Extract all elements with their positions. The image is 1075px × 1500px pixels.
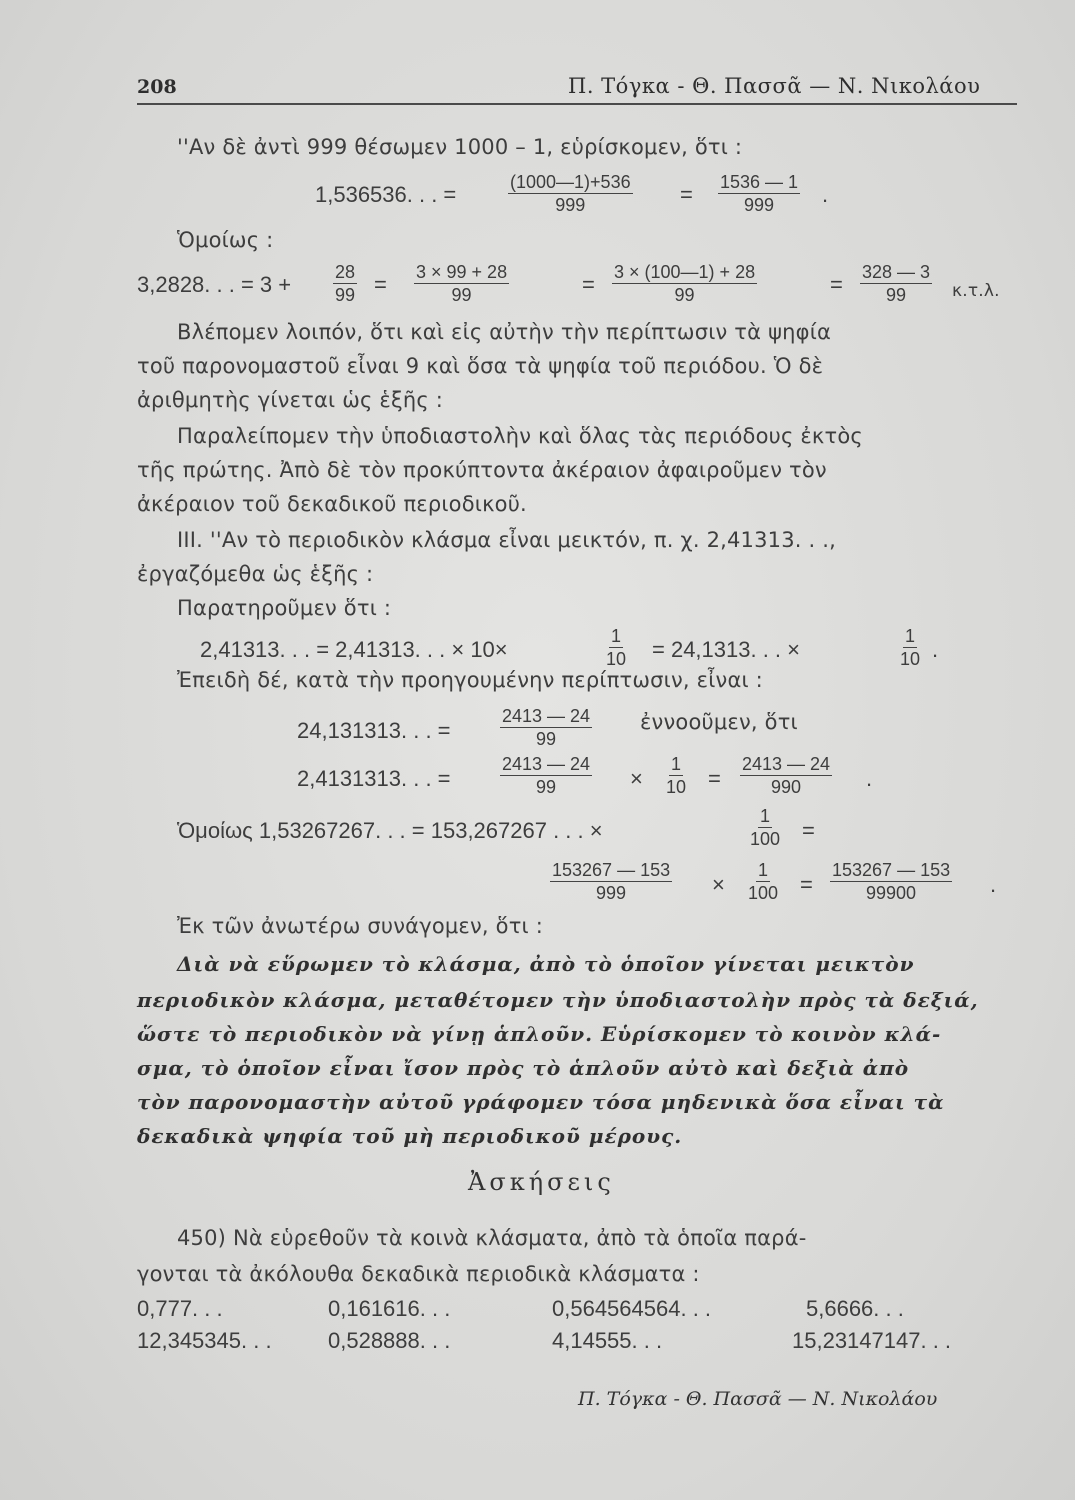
eq7-fraction-1 <box>550 860 672 903</box>
eq1-lhs: 1,536536. . . = <box>315 182 457 207</box>
exercise-item-4: 5,6666. . . <box>806 1296 904 1321</box>
eq5-f3-numerator: 2413 — 24 <box>742 754 831 774</box>
eq6-denominator: 100 <box>750 829 781 849</box>
eq4-denominator: 99 <box>536 729 557 749</box>
rule-line-6: δεκαδικὰ ψηφία τοῦ μὴ περιοδικοῦ μέρους. <box>137 1124 683 1148</box>
exercise-item-5: 12,345345. . . <box>137 1328 272 1353</box>
eq5-fraction-1 <box>500 754 592 797</box>
eq5-f3-denominator: 990 <box>771 777 802 797</box>
eq3-middle: = 24,1313. . . × <box>652 637 801 662</box>
footer-authors: Π. Τόγκα - Θ. Πασσᾶ — Ν. Νικολάου <box>578 1388 938 1410</box>
rule-line-1: Διὰ νὰ εὕρωμεν τὸ κλάσμα, ἀπὸ τὸ ὁποῖον γίνεται μεικτὸν <box>177 952 915 976</box>
eq2-fraction-1 <box>333 262 357 305</box>
page-number: 208 <box>137 76 177 98</box>
eq5-fraction-3 <box>740 754 832 797</box>
exercise-line-1: 450) Νὰ εὑρεθοῦν τὰ κοινὰ κλάσματα, ἀπὸ τὰ ὁποῖα παρά- <box>177 1226 807 1250</box>
eq3-fraction-2 <box>898 626 922 669</box>
intro-line: ''Αν δὲ ἀντὶ 999 θέσωμεν 1000 – 1, εὑρίσκομεν, ὅτι : <box>177 135 743 159</box>
eq3-fraction-1 <box>604 626 628 669</box>
para1-line-2: τοῦ παρονομαστοῦ εἶναι 9 καὶ ὅσα τὰ ψηφία τοῦ περιόδου. Ὁ δὲ <box>137 354 824 378</box>
exercise-item-8: 15,23147147. . . <box>792 1328 952 1353</box>
eq6-lhs: Ὁμοίως 1,53267267. . . = 153,267267 . . . × <box>177 818 603 843</box>
para2-line-1: Παραλείπομεν τὴν ὑποδιαστολὴν καὶ ὅλας τὰς περιόδους ἐκτὸς <box>177 424 863 448</box>
eq2-f1-numerator: 28 <box>335 262 356 282</box>
eq2-fraction-3 <box>612 262 757 305</box>
eq7-f2-denominator: 100 <box>748 883 779 903</box>
observe-line: Παρατηροῦμεν ὅτι : <box>177 596 392 620</box>
since-line: Ἐπειδὴ δέ, κατὰ τὴν προηγουμένην περίπτωσιν, εἶναι : <box>177 668 763 692</box>
para3-line-1: III. ''Αν τὸ περιοδικὸν κλάσμα εἶναι μεικτόν, π. χ. 2,41313. . ., <box>177 528 837 552</box>
eq2-fraction-2 <box>414 262 509 305</box>
running-header-authors: Π. Τόγκα - Θ. Πασσᾶ — Ν. Νικολάου <box>568 74 981 98</box>
exercises-heading: Ἀσκήσεις <box>468 1168 615 1196</box>
rule-line-3: ὥστε τὸ περιοδικὸν νὰ γίνῃ ἁπλοῦν. Εὑρίσκομεν τὸ κοινὸν κλά- <box>137 1022 942 1046</box>
similarly-label: Ὁμοίως : <box>177 228 274 252</box>
eq3-period: . <box>932 637 939 662</box>
exercise-item-2: 0,161616. . . <box>328 1296 451 1321</box>
eq5-lhs: 2,4131313. . . = <box>297 766 451 791</box>
eq6-fraction <box>748 806 782 849</box>
eq2-equals-2: = <box>582 272 595 297</box>
eq4-fraction <box>500 706 592 749</box>
eq6-numerator: 1 <box>760 806 771 826</box>
eq1-f1-numerator: (1000—1)+536 <box>510 172 631 192</box>
eq7-f2-numerator: 1 <box>758 860 769 880</box>
eq4-numerator: 2413 — 24 <box>502 706 591 726</box>
eq2-f2-numerator: 3 × 99 + 28 <box>416 262 508 282</box>
eq1-f1-denominator: 999 <box>555 195 586 215</box>
exercise-item-7: 4,14555. . . <box>552 1328 663 1353</box>
eq3-f2-denominator: 10 <box>900 649 921 669</box>
eq7-equals: = <box>800 872 813 897</box>
eq2-f4-denominator: 99 <box>886 285 907 305</box>
eq7-f1-numerator: 153267 — 153 <box>552 860 671 880</box>
eq1-fraction-1 <box>508 172 633 215</box>
exercise-line-2: γονται τὰ ἀκόλουθα δεκαδικὰ περιοδικὰ κλάσματα : <box>137 1262 700 1286</box>
header-rule <box>137 103 1017 105</box>
para1-line-3: ἀριθμητὴς γίνεται ὡς ἑξῆς : <box>137 388 444 412</box>
eq2-equals-1: = <box>374 272 387 297</box>
eq7-times: × <box>712 872 725 897</box>
eq2-f3-denominator: 99 <box>674 285 695 305</box>
eq2-fraction-4 <box>860 262 932 305</box>
eq6-equals: = <box>802 818 815 843</box>
eq7-f3-numerator: 153267 — 153 <box>832 860 951 880</box>
para3-line-2: ἐργαζόμεθα ὡς ἑξῆς : <box>137 562 374 586</box>
eq7-fraction-3 <box>830 860 952 903</box>
eq7-fraction-2 <box>746 860 780 903</box>
eq4-rhs-text: ἐννοοῦμεν, ὅτι <box>640 710 798 734</box>
para2-line-2: τῆς πρώτης. Ἀπὸ δὲ τὸν προκύπτοντα ἀκέραιον ἀφαιροῦμεν τὸν <box>137 458 827 482</box>
eq5-times: × <box>630 766 643 791</box>
eq1-f2-numerator: 1536 — 1 <box>720 172 799 192</box>
eq2-f3-numerator: 3 × (100—1) + 28 <box>614 262 756 282</box>
eq2-etc: κ.τ.λ. <box>952 281 1000 301</box>
eq2-f4-numerator: 328 — 3 <box>862 262 931 282</box>
eq1-fraction-2 <box>718 172 800 215</box>
rule-line-4: σμα, τὸ ὁποῖον εἶναι ἴσον πρὸς τὸ ἁπλοῦν αὐτὸ καὶ δεξιὰ ἀπὸ <box>137 1056 910 1080</box>
rule-line-2: περιοδικὸν κλάσμα, μεταθέτομεν τὴν ὑποδιαστολὴν πρὸς τὰ δεξιά, <box>137 988 979 1012</box>
eq3-f1-numerator: 1 <box>611 626 622 646</box>
eq5-fraction-2 <box>664 754 688 797</box>
exercise-item-3: 0,564564564. . . <box>552 1296 712 1321</box>
eq7-period: . <box>990 872 997 897</box>
eq5-period: . <box>866 766 873 791</box>
eq1-f2-denominator: 999 <box>744 195 775 215</box>
eq5-f2-numerator: 1 <box>671 754 682 774</box>
eq5-f1-denominator: 99 <box>536 777 557 797</box>
eq7-f1-denominator: 999 <box>596 883 627 903</box>
eq1-equals: = <box>680 182 693 207</box>
para2-line-3: ἀκέραιον τοῦ δεκαδικοῦ περιοδικοῦ. <box>137 492 527 516</box>
exercise-item-1: 0,777. . . <box>137 1296 223 1321</box>
eq7-f3-denominator: 99900 <box>866 883 917 903</box>
eq3-f1-denominator: 10 <box>606 649 627 669</box>
eq2-equals-3: = <box>830 272 843 297</box>
rule-line-5: τὸν παρονομαστὴν αὐτοῦ γράφομεν τόσα μηδενικὰ ὅσα εἶναι τὰ <box>137 1090 945 1114</box>
eq5-equals: = <box>708 766 721 791</box>
eq2-f1-denominator: 99 <box>335 285 356 305</box>
exercise-item-6: 0,528888. . . <box>328 1328 451 1353</box>
eq4-lhs: 24,131313. . . = <box>297 718 451 743</box>
eq2-f2-denominator: 99 <box>451 285 472 305</box>
eq5-f1-numerator: 2413 — 24 <box>502 754 591 774</box>
eq3-f2-numerator: 1 <box>905 626 916 646</box>
eq2-lhs: 3,2828. . . = 3 + <box>137 272 292 297</box>
para1-line-1: Βλέπομεν λοιπόν, ὅτι καὶ εἰς αὐτὴν τὴν περίπτωσιν τὰ ψηφία <box>177 320 832 344</box>
conclusion-intro: Ἐκ τῶν ἀνωτέρω συνάγομεν, ὅτι : <box>177 914 544 938</box>
eq5-f2-denominator: 10 <box>666 777 687 797</box>
eq1-period: . <box>822 182 829 207</box>
eq3-lhs: 2,41313. . . = 2,41313. . . × 10× <box>200 637 508 662</box>
